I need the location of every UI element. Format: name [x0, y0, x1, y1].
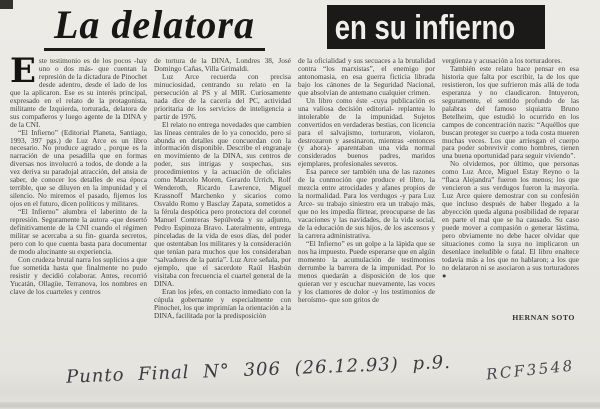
paragraph: “El Infierno” alumbra el laberinto de la represión. Seguramente la autora -que desertó definitivamente de la CNI cuando el régimen militar se acercaba a su fin- guarda secretos, pero con lo que cuenta basta para documentar de modo alucinante su experiencia.	[10, 207, 147, 256]
article-title-box	[327, 5, 545, 49]
article-column-2	[154, 57, 291, 369]
article-column-4	[442, 57, 579, 369]
paragraph: Esa parece ser también una de las razones de la conmoción que produce el libro, la mezcla entre atrocidades y afanes propios de la normalidad. Para los verdugos -y para Luz Arce- su trabajo siniestro era un trabajo más, que no les impedía flirtear, preocuparse de las vacaciones y las navidades, de la vida social, de la educación de sus hijos, de los ascensos y la carrera administrativa.	[298, 167, 435, 240]
paragraph: El relato no entrega novedades que cambien las líneas centrales de lo ya conocido, pero sí abunda en detalles que concuerdan con la información disponible. Describe el engranaje en movimiento de la DINA, sus centros de poder, sus intrigas y sospechas, sus procedimientos y la actuación de oficiales como Marcelo Moren, Gerardo Urrich, Rolf Wenderoth, Ricardo Lawrence, Miguel Krassnoff Marchenko y sicarios como Osvaldo Romo y Basclay Zapata, sometidos a la férula despótica pero protectora del coronel Manuel Contreras Sepúlveda y su adjunto, Pedro Espinoza Bravo. Lateralmente, entrega pinceladas de la vida de esos días, del poder que ostentaban los militares y la consideración que tenían para muchos que los consideraban “salvadores de la patria”. Luz Arce señala, por ejemplo, que el sacerdote Raúl Hasbún visitaba con frecuencia el cuartel general de la DINA.	[154, 119, 291, 288]
paragraph: Luz Arce recuerda con precisa minuciosidad, centrando su relato en la persecución al PS y al MIR. Curiosamente nada dice de la cacería del PC, actividad prioritaria de los servicios de inteligencia a partir de 1976.	[154, 71, 291, 121]
paragraph: Eran los jefes, en contacto inmediato con la cúpula gobernante y especialmente con Pinochet, los que imprimían la orientación a la DINA, facilitada por la predisposición	[154, 286, 291, 320]
author-byline: HERNAN SOTO	[512, 312, 575, 322]
handwritten-archive-code: RCF3548	[485, 356, 576, 384]
paragraph: También este relato hace pensar en esa historia que falta por escribir, la de los que resistieron, los que sufrieron más allá de toda esperanza y no claudicaron. Intuyeron, seguramente, el sentido profundo de las palabras del famoso siquiatra Bruno Betelheim, que estudió lo ocurrido en los campos de concentración nazis: “Aquéllos que buscan proteger su cuerpo a toda costa mueren muchas veces. Los que arriesgan el cuerpo para poder sobrevivir como hombres, tienen una buena oportunidad para seguir viviendo”.	[442, 63, 579, 161]
article-column-1	[10, 57, 147, 369]
paragraph: “El Infierno” es un golpe a la lápida que se nos ha impuesto. Puede esperarse que en algún momento la acumulación de testimonios derrumbe la barrera de la impunidad. Por lo menos quedarán a disposición de los que quieran ver y escuchar nuevamente, las voces y los clamores de dolor -y los testimonios de heroísmo- que son gritos de	[298, 238, 435, 304]
paragraph: Con crudeza brutal narra los suplicios a que fue sometida hasta que finalmente no pudo resistir y decidió colaborar. Antes, recorrió Yucatán, Ollagüe, Terranova, los nombres en clave de los cuarteles y centros	[10, 254, 147, 296]
drop-cap: E	[10, 57, 36, 91]
paragraph: Un libro como éste -cuya publicación es una valiosa decisión editorial- replantea lo intolerable de la impunidad. Sujetos convertidos en verdaderas bestias, con licencia para el salvajismo, torturaron, violaron, destrozaron y asesinaron, mientras -entonces (y ahora)- aparentaban una vida normal considerados buenos padres, maridos ejemplares, profesionales severos.	[298, 95, 435, 169]
article-masthead	[0, 2, 600, 54]
article-column-3	[298, 57, 435, 369]
article-title-italic: La delatora	[44, 3, 265, 51]
article-title-boxed-text: en su infierno	[334, 7, 516, 47]
paragraph: de la oficialidad y sus secuaces a la brutalidad contra “los marxistas”, el enemigo por antonomasia, en esa guerra ficticia librada bajo los cánones de la Seguridad Nacional, que absolvían de antemano cualquier crimen.	[298, 57, 435, 97]
paragraph: No olvidemos, por último, que personas como Luz Arce, Miguel Estay Reyno o la “flaca Alejandra” fueron los menos; los que vencieron a sus verdugos fueron la mayoría. Luz Arce quiere demostrar con su confesión que incluso después de haber llegado a la abyección queda alguna posibilidad de reparar en parte el mal que se ha causado. Su caso puede mover a compasión o generar lástima, pero obviamente no debe hacer olvidar que situaciones como la suya no implicaron un desenlace ineludible o fatal. El libro enaltece todavía más a los que no hablaron; a los que no delataron ni se asociaron a sus torturadores ●	[442, 159, 579, 280]
article-body	[10, 57, 592, 369]
paragraph: “El Infierno” (Editorial Planeta, Santiago, 1993, 397 pgs.) de Luz Arce es un libro necesario. No produce agrado , porque es la narración de una pesadilla que en formas diversas nos involucró a todos, de donde a la vez deriva su paradojal atracción, del ansia de saber, de conocer los detalles de esa época terrible, que se diluyen en la impunidad y el silencio. No miremos el pasado, fijemos los ojos en el futuro, dicen políticos y militares.	[10, 127, 147, 209]
handwritten-source-note: Punto Final N° 306 (26.12.93) p.9.	[65, 351, 452, 388]
scan-bottom-edge	[0, 402, 600, 409]
paragraph: vergüenza y acusación a los torturadores.	[442, 57, 563, 65]
paragraph	[10, 57, 147, 129]
paragraph: de tortura de la DINA, Londres 38, José Domingo Cañas, Villa Grimaldi.	[154, 57, 291, 73]
paragraph-text: ste testimonio es de los pocos -hay uno o dos más- que cuentan la represión de la dictadura de Pinochet desde adentro, desde el lado de los que la aplicaron. Ese es su interés principal, expresado en el relato de la protagonista, militante de Izquierda, torturada, delatora de sus compañeros y luego agente de la DINA y de la CNI.	[10, 57, 147, 129]
